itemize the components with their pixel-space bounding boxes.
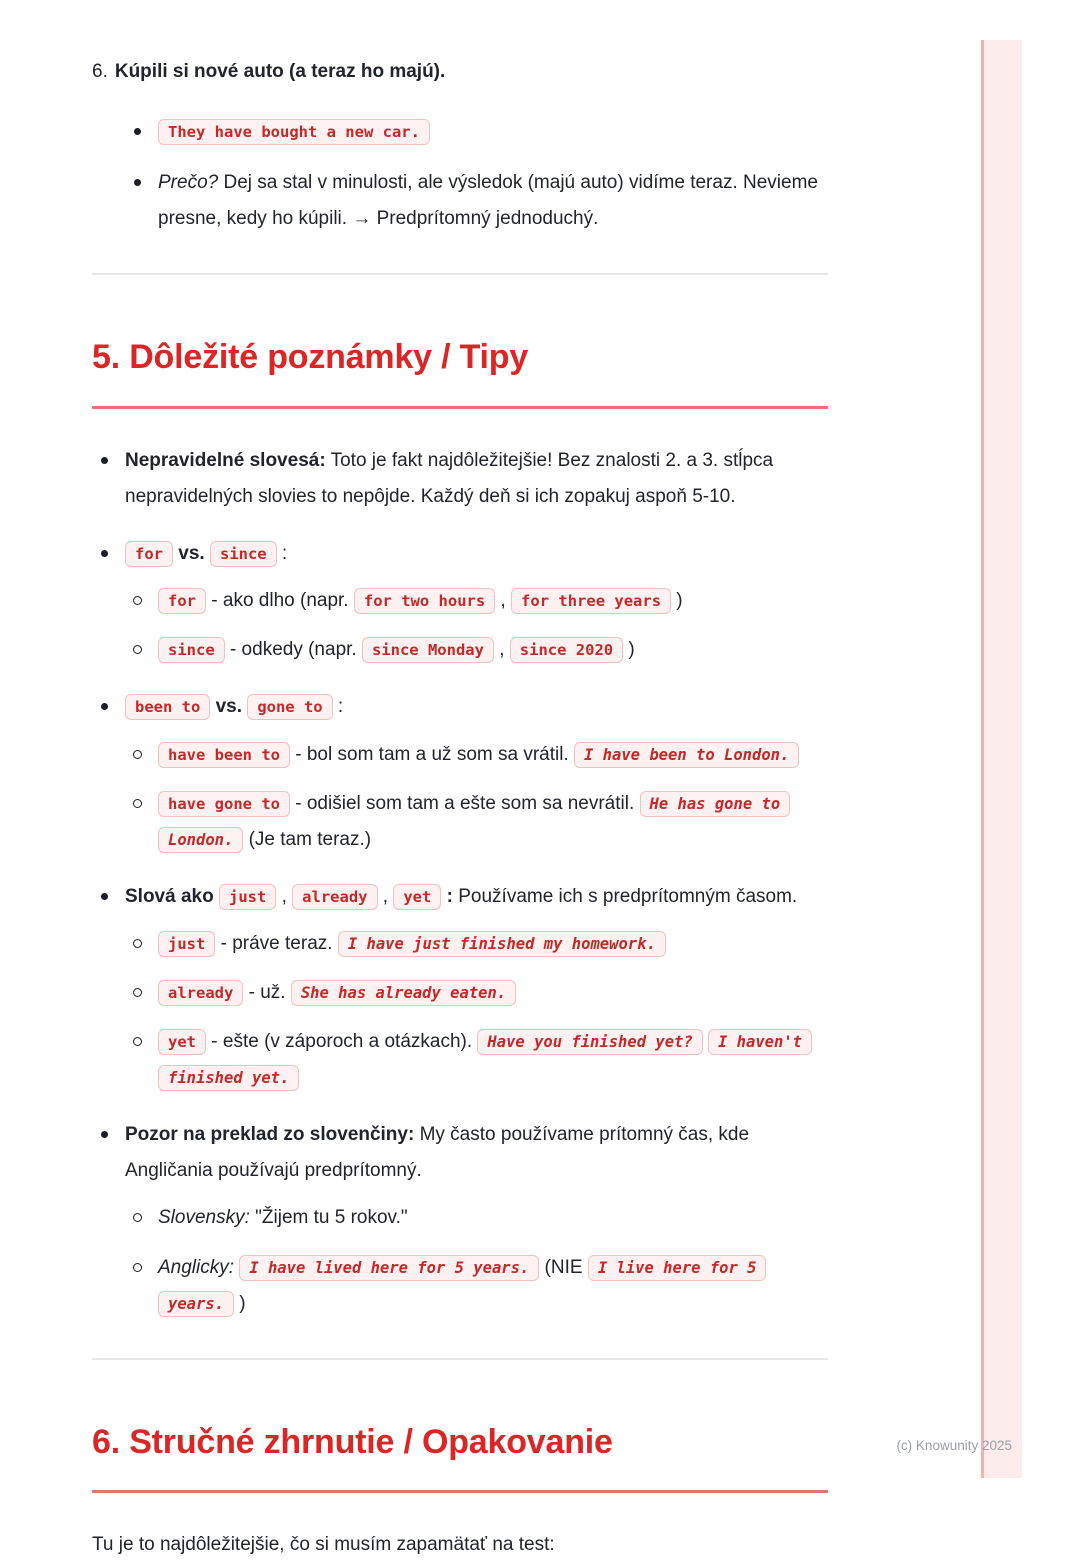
inline-code-chip: I have just finished my homework. bbox=[338, 931, 666, 957]
inline-code-chip: I have lived here for 5 years. bbox=[239, 1255, 539, 1281]
text-segment: Tu je to najdôležitejšie, čo si musím zapamätať na test: bbox=[92, 1534, 555, 1556]
inline-code-chip: already bbox=[158, 980, 243, 1006]
bullet-list bbox=[125, 114, 828, 237]
text-segment: Dej sa stal v minulosti, ale výsledok (majú auto) vidíme teraz. Nevieme presne, kedy ho kúpili. → Predprítomný jednoduchý. bbox=[158, 172, 818, 230]
inline-code-chip: been to bbox=[125, 694, 210, 720]
copyright-footer: (c) Knowunity 2025 bbox=[896, 1438, 1012, 1453]
text-segment: , bbox=[276, 885, 293, 907]
inline-code-chip: I live here for 5 years. bbox=[158, 1255, 766, 1317]
text-segment: - práve teraz. bbox=[215, 932, 338, 954]
list-item bbox=[92, 689, 828, 857]
text-segment: , bbox=[377, 885, 394, 907]
text-segment: - odkedy (napr. bbox=[224, 639, 362, 661]
list-item bbox=[125, 632, 828, 668]
text-segment: Slová ako bbox=[125, 885, 219, 907]
text-segment: Anglicky: bbox=[158, 1256, 235, 1278]
text-segment: ) bbox=[234, 1292, 246, 1314]
text-segment: - ešte (v záporoch a otázkach). bbox=[206, 1031, 478, 1053]
text-segment: (NIE bbox=[539, 1256, 588, 1278]
inline-code-chip: I haven't finished yet. bbox=[158, 1029, 812, 1091]
text-segment: : bbox=[276, 543, 288, 565]
bullet-list bbox=[92, 443, 828, 1322]
list-item bbox=[125, 926, 828, 962]
inline-code-chip: yet bbox=[393, 884, 441, 910]
text-segment: - bol som tam a už som sa vrátil. bbox=[289, 743, 575, 765]
text-segment: , bbox=[495, 590, 512, 612]
bullet-list bbox=[125, 583, 828, 668]
inline-code-chip: I have been to London. bbox=[574, 742, 799, 768]
text-segment: , bbox=[493, 639, 510, 661]
inline-code-chip: They have bought a new car. bbox=[158, 119, 430, 145]
text-segment: : bbox=[441, 885, 453, 907]
text-segment: Používame ich s predprítomným časom. bbox=[452, 885, 798, 907]
text-segment: : bbox=[332, 696, 344, 718]
content-column bbox=[92, 54, 828, 1563]
section-heading: 6. Stručné zhrnutie / Opakovanie bbox=[92, 1410, 828, 1494]
text-segment: ) bbox=[671, 590, 683, 612]
text-segment: Slovensky: bbox=[158, 1207, 250, 1229]
inline-code-chip: for bbox=[158, 588, 206, 614]
text-segment: "Žijem tu 5 rokov." bbox=[249, 1207, 408, 1229]
list-item bbox=[92, 1117, 828, 1321]
list-item bbox=[125, 114, 828, 150]
text-segment: Kúpili si nové auto (a teraz ho majú). bbox=[114, 61, 446, 82]
inline-code-chip: yet bbox=[158, 1029, 206, 1055]
list-item bbox=[92, 879, 828, 1096]
inline-code-chip: for bbox=[125, 541, 173, 567]
text-segment: vs. bbox=[210, 696, 248, 718]
inline-code-chip: have been to bbox=[158, 742, 290, 768]
inline-code-chip: have gone to bbox=[158, 791, 290, 817]
inline-code-chip: Have you finished yet? bbox=[477, 1029, 702, 1055]
text-segment: Toto je fakt najdôležitejšie! Bez znalosti 2. a 3. stĺpca nepravidelných slovies to nepôjde. Každý deň si ich zopakuj aspoň 5-10. bbox=[125, 449, 774, 508]
list-item bbox=[125, 786, 828, 858]
text-segment: Pozor na preklad zo slovenčiny: bbox=[125, 1124, 415, 1146]
divider bbox=[92, 273, 828, 275]
text-segment: ) bbox=[623, 639, 635, 661]
section-heading: 5. Dôležité poznámky / Tipy bbox=[92, 325, 828, 409]
text-segment: Nepravidelné slovesá: bbox=[125, 449, 326, 471]
list-item bbox=[125, 1250, 828, 1322]
inline-code-chip: for three years bbox=[511, 588, 671, 614]
inline-code-chip: just bbox=[158, 931, 215, 957]
list-item bbox=[125, 165, 828, 237]
divider bbox=[92, 1358, 828, 1360]
list-number-label: 6. bbox=[92, 61, 108, 82]
bullet-list bbox=[125, 737, 828, 858]
inline-code-chip: just bbox=[219, 884, 276, 910]
inline-code-chip: since Monday bbox=[362, 637, 494, 663]
inline-code-chip: since 2020 bbox=[510, 637, 623, 663]
text-segment: My často používame prítomný čas, kde Angličania používajú predprítomný. bbox=[125, 1124, 750, 1182]
inline-code-chip: He has gone to London. bbox=[158, 791, 790, 853]
bullet-list bbox=[125, 1200, 828, 1321]
text-segment: (Je tam teraz.) bbox=[243, 828, 372, 850]
numbered-item bbox=[92, 54, 828, 90]
text-segment: Prečo? bbox=[158, 172, 219, 194]
inline-code-chip: for two hours bbox=[354, 588, 495, 614]
inline-code-chip: since bbox=[210, 541, 277, 567]
list-item bbox=[125, 1024, 828, 1096]
text-segment: - ako dlho (napr. bbox=[206, 590, 354, 612]
text-segment: - odišiel som tam a ešte som sa nevrátil. bbox=[289, 792, 640, 814]
list-item bbox=[125, 975, 828, 1011]
text-segment: vs. bbox=[173, 543, 210, 565]
list-item bbox=[125, 583, 828, 619]
list-item bbox=[92, 443, 828, 515]
inline-code-chip: since bbox=[158, 637, 225, 663]
paragraph bbox=[92, 1527, 828, 1563]
page-edge-strip bbox=[981, 40, 1022, 1478]
list-item bbox=[125, 737, 828, 773]
list-item bbox=[125, 1200, 828, 1236]
bullet-list bbox=[125, 926, 828, 1096]
inline-code-chip: gone to bbox=[247, 694, 332, 720]
inline-code-chip: already bbox=[292, 884, 377, 910]
list-item bbox=[92, 536, 828, 668]
inline-code-chip: She has already eaten. bbox=[291, 980, 516, 1006]
text-segment: - už. bbox=[243, 982, 291, 1003]
